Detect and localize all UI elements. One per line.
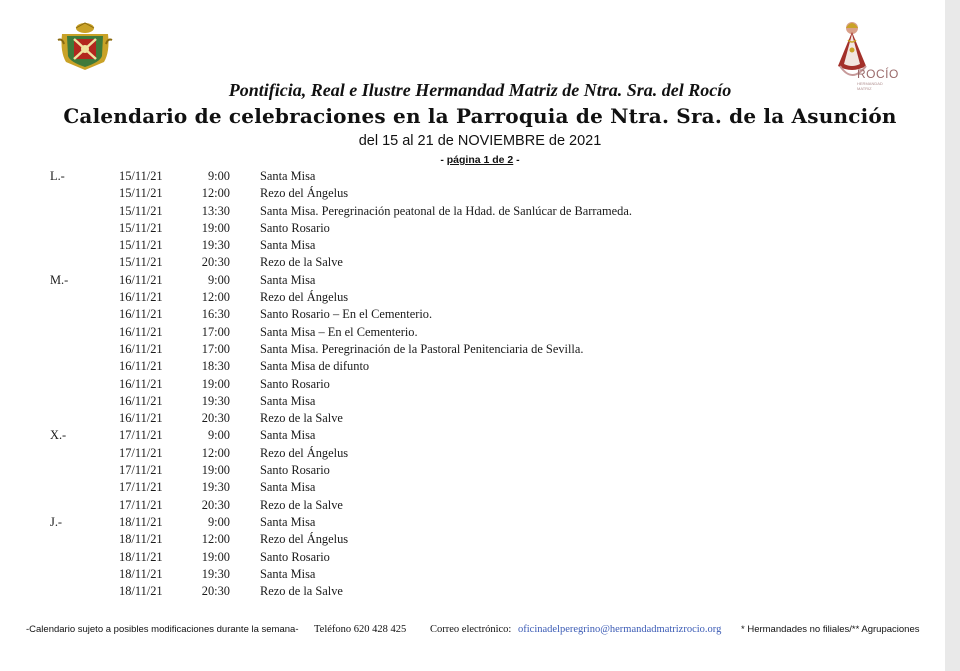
schedule-time: 13:30 bbox=[201, 203, 230, 218]
schedule-date: 17/11/21 bbox=[119, 428, 163, 443]
schedule-event: Santa Misa bbox=[260, 169, 316, 183]
schedule-row bbox=[0, 168, 945, 185]
schedule-event: Santa Misa bbox=[260, 514, 316, 529]
schedule-date: 17/11/21 bbox=[119, 445, 163, 460]
schedule-time: 19:00 bbox=[201, 549, 230, 564]
schedule-event: Rezo del Ángelus bbox=[260, 532, 349, 547]
schedule-time: 19:30 bbox=[201, 480, 230, 495]
schedule-time: 19:30 bbox=[201, 393, 230, 408]
schedule-time: 9:00 bbox=[207, 428, 230, 443]
schedule-event: Santo Rosario bbox=[260, 549, 330, 564]
schedule-event: Santa Misa. Peregrinación peatonal de la Hdad. de Sanlúcar de Barrameda. bbox=[260, 203, 632, 218]
footer-note: -Calendario sujeto a posibles modificaciones durante la semana- bbox=[26, 624, 299, 635]
schedule-row bbox=[0, 220, 945, 237]
brotherhood-crest-icon bbox=[56, 22, 114, 72]
schedule-date: 16/11/21 bbox=[119, 341, 163, 356]
schedule-date: 16/11/21 bbox=[119, 359, 163, 374]
schedule-day: M.- bbox=[50, 272, 69, 287]
footer-email-label: Correo electrónico: bbox=[430, 624, 512, 635]
schedule-event: Rezo de la Salve bbox=[260, 255, 343, 270]
schedule-event: Rezo del Ángelus bbox=[260, 290, 349, 305]
schedule-row bbox=[0, 341, 945, 358]
schedule-date: 15/11/21 bbox=[119, 238, 163, 253]
schedule-event: Santa Misa bbox=[260, 566, 316, 581]
schedule-time: 19:00 bbox=[201, 220, 230, 235]
schedule-date: 15/11/21 bbox=[119, 169, 163, 183]
schedule-row bbox=[0, 237, 945, 254]
schedule-row bbox=[0, 427, 945, 444]
schedule-event: Santa Misa bbox=[260, 480, 316, 495]
schedule-time: 19:00 bbox=[201, 376, 230, 391]
schedule-date: 15/11/21 bbox=[119, 186, 163, 201]
schedule-time: 20:30 bbox=[201, 497, 230, 512]
schedule-row bbox=[0, 566, 945, 583]
schedule-time: 12:00 bbox=[201, 532, 230, 547]
schedule-event: Santo Rosario – En el Cementerio. bbox=[260, 307, 433, 322]
schedule-table bbox=[0, 168, 945, 600]
schedule-date: 15/11/21 bbox=[119, 203, 163, 218]
schedule-event: Santa Misa bbox=[260, 428, 316, 443]
schedule-event: Rezo del Ángelus bbox=[260, 186, 349, 201]
schedule-row bbox=[0, 514, 945, 531]
page-indicator bbox=[0, 154, 960, 166]
schedule-row bbox=[0, 289, 945, 306]
schedule-date: 16/11/21 bbox=[119, 376, 163, 391]
schedule-date: 17/11/21 bbox=[119, 480, 163, 495]
schedule-row bbox=[0, 583, 945, 600]
schedule-time: 20:30 bbox=[201, 584, 230, 599]
page-indicator-prefix: - bbox=[440, 154, 447, 166]
schedule-event: Santa Misa bbox=[260, 393, 316, 408]
schedule-row bbox=[0, 531, 945, 548]
schedule-day: J.- bbox=[50, 514, 63, 529]
schedule-time: 20:30 bbox=[201, 411, 230, 426]
schedule-event: Rezo del Ángelus bbox=[260, 445, 349, 460]
date-range: del 15 al 21 de NOVIEMBRE de 2021 bbox=[358, 133, 602, 149]
schedule-date: 18/11/21 bbox=[119, 549, 163, 564]
rocio-logo-subtext: HERMANDAD MATRIZ bbox=[857, 81, 883, 91]
schedule-date: 18/11/21 bbox=[119, 584, 163, 599]
schedule-event: Santa Misa bbox=[260, 272, 316, 287]
schedule-time: 12:00 bbox=[201, 186, 230, 201]
schedule-event: Rezo de la Salve bbox=[260, 497, 343, 512]
schedule-date: 16/11/21 bbox=[119, 272, 163, 287]
schedule-row bbox=[0, 306, 945, 323]
schedule-date: 16/11/21 bbox=[119, 307, 163, 322]
schedule-date: 15/11/21 bbox=[119, 220, 163, 235]
brotherhood-name: Pontificia, Real e Ilustre Hermandad Matriz de Ntra. Sra. del Rocío bbox=[228, 80, 732, 100]
schedule-row bbox=[0, 549, 945, 566]
schedule-time: 19:30 bbox=[201, 566, 230, 581]
schedule-date: 18/11/21 bbox=[119, 514, 163, 529]
schedule-time: 17:00 bbox=[201, 324, 230, 339]
schedule-date: 18/11/21 bbox=[119, 532, 163, 547]
schedule-row bbox=[0, 393, 945, 410]
schedule-time: 19:30 bbox=[201, 238, 230, 253]
schedule-row bbox=[0, 410, 945, 427]
footer-phone: Teléfono 620 428 425 bbox=[314, 624, 407, 635]
footer-email-link[interactable]: oficinadelperegrino@hermandadmatrizrocio.org bbox=[518, 624, 722, 635]
page-indicator-suffix: - bbox=[513, 154, 520, 166]
schedule-time: 18:30 bbox=[201, 359, 230, 374]
schedule-time: 9:00 bbox=[207, 514, 230, 529]
schedule-date: 15/11/21 bbox=[119, 255, 163, 270]
schedule-time: 9:00 bbox=[207, 272, 230, 287]
schedule-row bbox=[0, 479, 945, 496]
rocio-logo-text: ROCÍO bbox=[857, 67, 899, 81]
schedule-day: L.- bbox=[50, 169, 65, 183]
schedule-time: 12:00 bbox=[201, 290, 230, 305]
schedule-date: 16/11/21 bbox=[119, 324, 163, 339]
schedule-event: Santa Misa bbox=[260, 238, 316, 253]
schedule-time: 20:30 bbox=[201, 255, 230, 270]
schedule-event: Santo Rosario bbox=[260, 220, 330, 235]
schedule-date: 16/11/21 bbox=[119, 393, 163, 408]
schedule-date: 18/11/21 bbox=[119, 566, 163, 581]
schedule-row bbox=[0, 462, 945, 479]
schedule-date: 17/11/21 bbox=[119, 497, 163, 512]
schedule-date: 16/11/21 bbox=[119, 290, 163, 305]
schedule-row bbox=[0, 324, 945, 341]
schedule-event: Santo Rosario bbox=[260, 463, 330, 478]
page-title: Calendario de celebraciones en la Parroquia de Ntra. Sra. de la Asunción bbox=[63, 104, 897, 128]
schedule-row bbox=[0, 272, 945, 289]
schedule-event: Santo Rosario bbox=[260, 376, 330, 391]
schedule-time: 19:00 bbox=[201, 463, 230, 478]
schedule-row bbox=[0, 497, 945, 514]
page-indicator-label: página 1 de 2 bbox=[446, 154, 514, 166]
schedule-row bbox=[0, 254, 945, 271]
schedule-event: Santa Misa – En el Cementerio. bbox=[260, 324, 418, 339]
schedule-event: Santa Misa. Peregrinación de la Pastoral Penitenciaria de Sevilla. bbox=[260, 341, 584, 356]
schedule-event: Rezo de la Salve bbox=[260, 411, 343, 426]
schedule-row bbox=[0, 203, 945, 220]
schedule-time: 16:30 bbox=[201, 307, 230, 322]
schedule-event: Rezo de la Salve bbox=[260, 584, 343, 599]
schedule-event: Santa Misa de difunto bbox=[260, 359, 370, 374]
schedule-date: 16/11/21 bbox=[119, 411, 163, 426]
schedule-time: 17:00 bbox=[201, 341, 230, 356]
schedule-day: X.- bbox=[50, 428, 67, 443]
schedule-time: 12:00 bbox=[201, 445, 230, 460]
footer-legend: * Hermandades no filiales/** Agrupaciones bbox=[741, 624, 920, 635]
schedule-row bbox=[0, 376, 945, 393]
schedule-row bbox=[0, 358, 945, 375]
schedule-row bbox=[0, 185, 945, 202]
schedule-time: 9:00 bbox=[207, 169, 230, 183]
schedule-date: 17/11/21 bbox=[119, 463, 163, 478]
schedule-row bbox=[0, 445, 945, 462]
